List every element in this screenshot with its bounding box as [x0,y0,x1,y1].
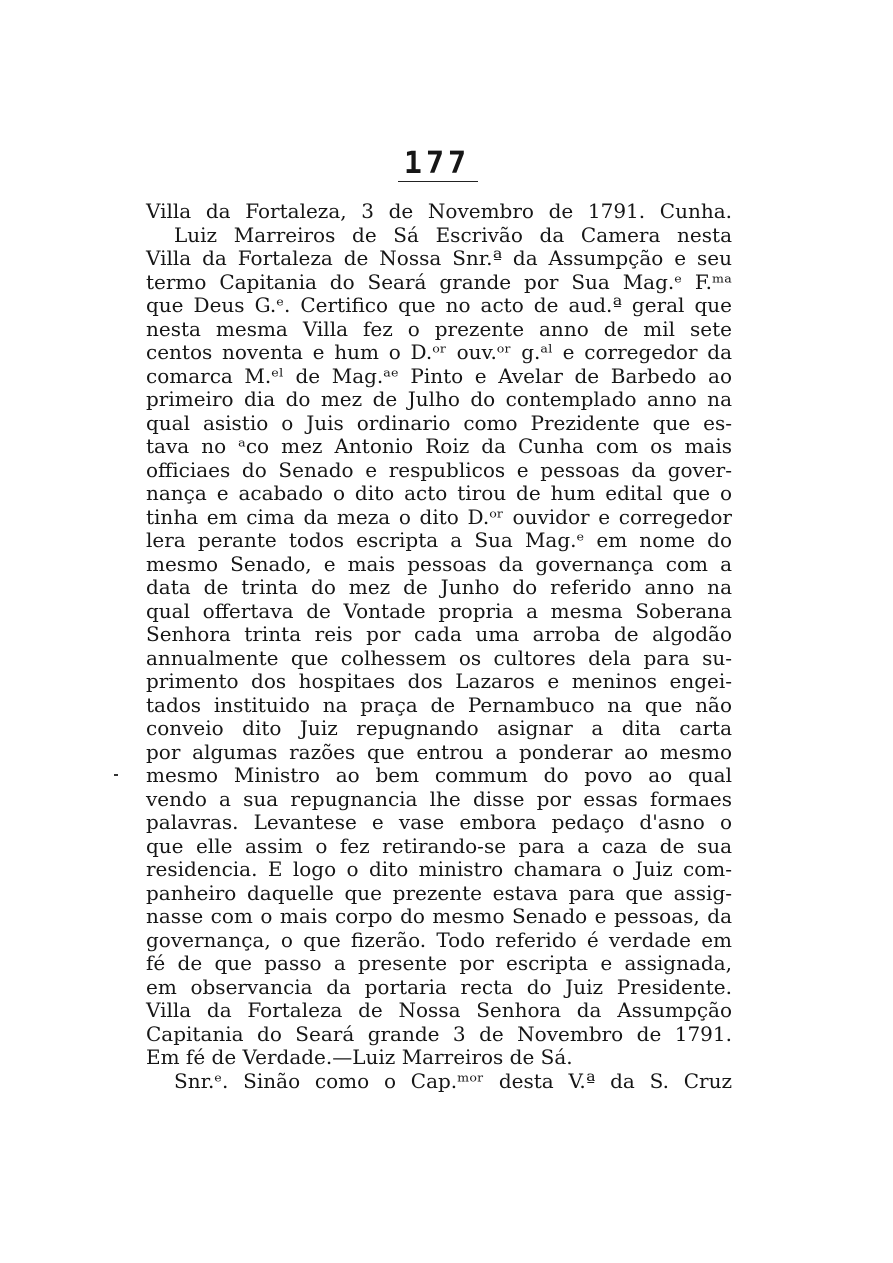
margin-mark [114,774,118,776]
text-line: Villa da Fortaleza, 3 de Novembro de 1791. Cunha. [146,199,732,223]
text-line: comarca M.ᵉˡ de Mag.ᵃᵉ Pinto e Avelar de Barbedo ao [146,363,732,388]
text-line: Villa da Fortaleza de Nossa Senhora da Assumpção [146,998,732,1022]
text-line: em observancia da portaria recta do Juiz Presidente. [146,974,732,999]
text-line: officiaes do Senado e respublicos e pessoas da gover- [146,457,732,482]
text-line: vendo a sua repugnancia lhe disse por essas formaes [146,786,732,811]
text-line: qual offertava de Vontade propria a mesma Soberana [146,598,732,623]
text-line: tados instituido na praça de Pernambuco na que não [146,692,732,717]
text-line: qual asistio o Juis ordinario como Prezidente que es- [146,410,732,435]
text-line: Luiz Marreiros de Sá Escrivão da Camera nesta [174,222,732,247]
text-line: Capitania do Seará grande 3 de Novembro de 1791. [146,1021,732,1046]
text-line: Em fé de Verdade.—Luiz Marreiros de Sá. [146,1045,573,1069]
text-line: termo Capitania do Seará grande por Sua Mag.ᵉ F.ᵐᵃ [146,269,732,294]
text-line: Senhora trinta reis por cada uma arroba de algodão [146,622,732,646]
text-line: conveio dito Juiz repugnando asignar a dita carta [146,716,732,740]
text-line: palavras. Levantese e vase embora pedaço d'asno o [146,810,732,834]
text-line: annualmente que colhessem os cultores dela para su- [146,645,732,670]
text-line: Snr.ᵉ. Sinão como o Cap.ᵐᵒʳ desta V.ª da S. Cruz [174,1068,732,1093]
text-line: tinha em cima da meza o dito D.ᵒʳ ouvidor e corregedor [146,504,732,529]
text-line: mesmo Senado, e mais pessoas da governança com a [146,551,732,576]
text-line: que Deus G.ᵉ. Certifico que no acto de aud.ª geral que [146,293,732,317]
page-number-rule [398,181,478,182]
page-number: 177 [403,146,471,181]
text-line: residencia. E logo o dito ministro chamara o Juiz com- [146,857,732,881]
text-line: mesmo Ministro ao bem commum do povo ao qual [146,763,732,787]
text-line: primento dos hospitaes dos Lazaros e meninos engei- [146,669,732,693]
text-line: governança, o que fizerão. Todo referido é verdade em [146,927,732,952]
text-line: data de trinta do mez de Junho do referido anno na [146,575,732,599]
text-line: lera perante todos escripta a Sua Mag.ᵉ em nome do [146,528,732,552]
text-line: fé de que passo a presente por escripta e assignada, [146,951,732,975]
text-line: nesta mesma Villa fez o prezente anno de mil sete [146,316,732,341]
text-line: panheiro daquelle que prezente estava para que assig- [146,880,732,905]
text-line: tava no ᵃco mez Antonio Roiz da Cunha com os mais [146,434,732,458]
text-line: centos noventa e hum o D.ᵒʳ ouv.ᵒʳ g.ᵃˡ e corregedor da [146,340,732,364]
text-line: nasse com o mais corpo do mesmo Senado e pessoas, da [146,904,732,928]
text-line: nança e acabado o dito acto tirou de hum edital que o [146,481,732,505]
text-line: primeiro dia do mez de Julho do contemplado anno na [146,387,732,411]
body-text [146,200,732,1093]
text-line: Villa da Fortaleza de Nossa Snr.ª da Assumpção e seu [146,246,732,270]
text-line: que elle assim o fez retirando-se para a caza de sua [146,833,732,858]
text-line: por algumas razões que entrou a ponderar ao mesmo [146,739,732,764]
